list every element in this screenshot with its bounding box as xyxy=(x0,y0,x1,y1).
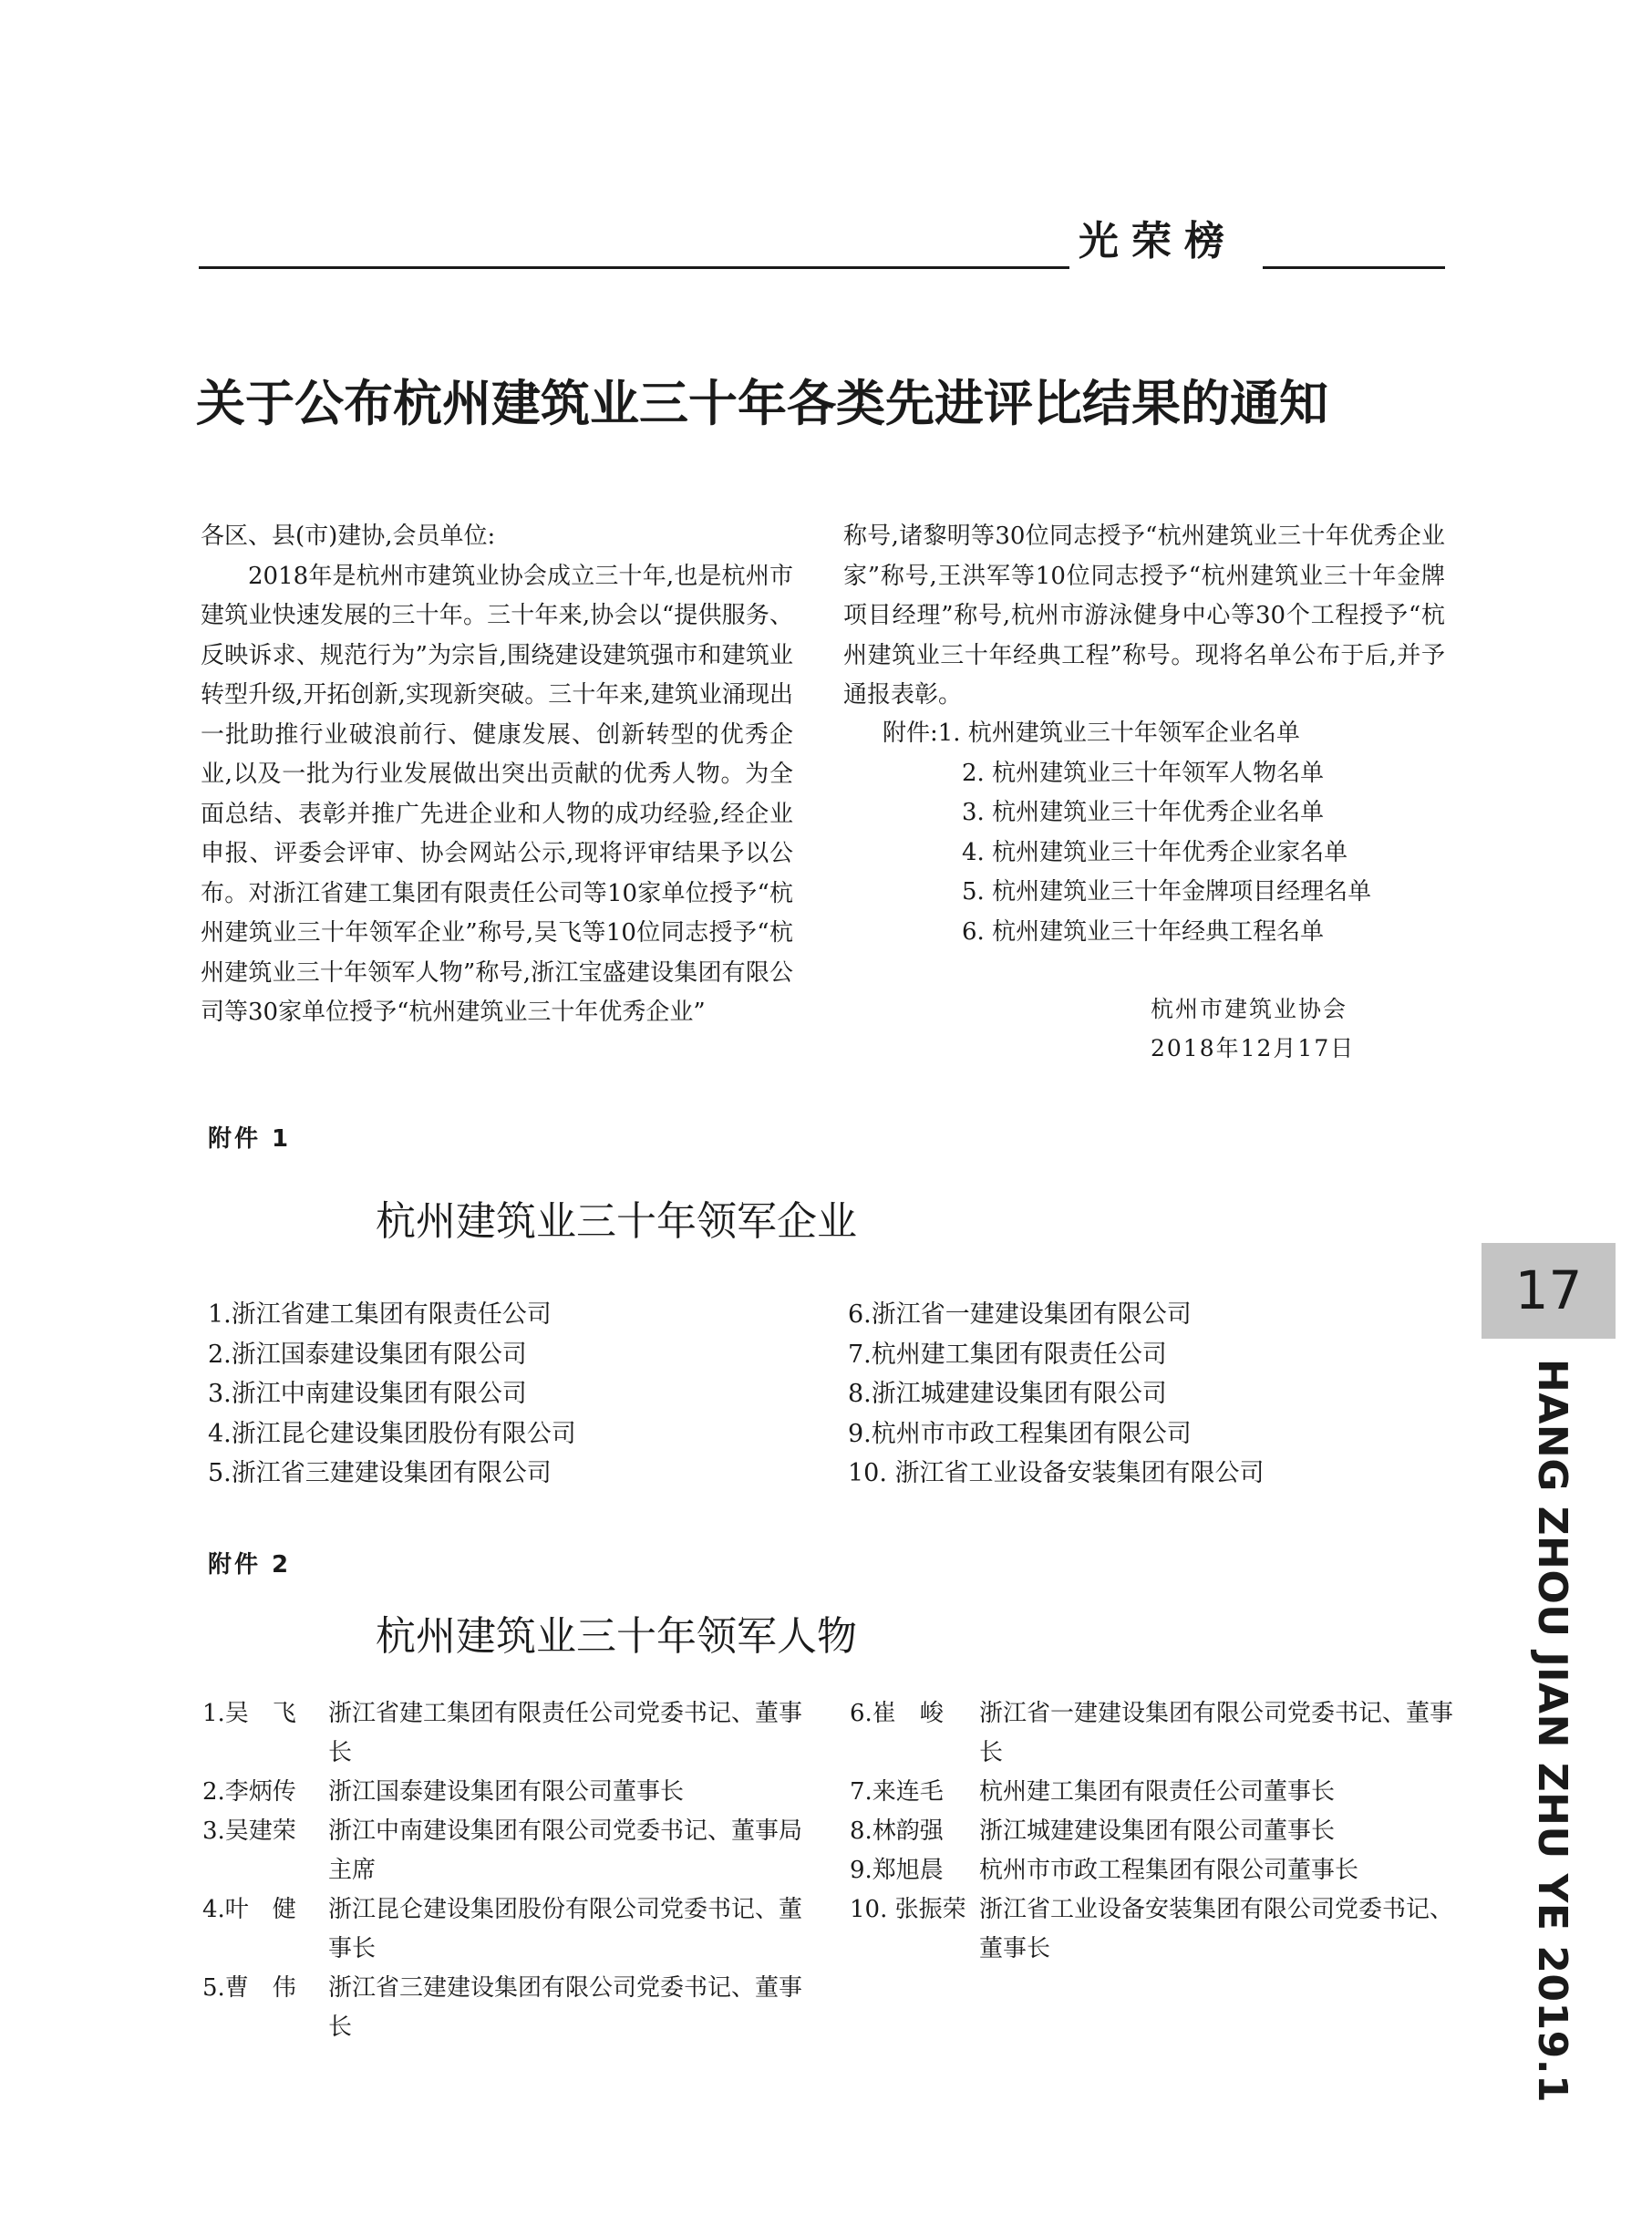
attachment-item: 3. 杭州建筑业三十年优秀企业名单 xyxy=(962,799,1325,826)
attachment-item: 2. 杭州建筑业三十年领军人物名单 xyxy=(962,759,1325,787)
appendix1-left-list xyxy=(208,1295,576,1494)
list-item: 3.浙江中南建设集团有限公司 xyxy=(208,1380,527,1408)
appendix1-label: 附件 1 xyxy=(208,1125,292,1153)
notice-left-column xyxy=(201,517,793,1033)
salutation: 各区、县(市)建协,会员单位: xyxy=(201,523,496,550)
appendix1-title: 杭州建筑业三十年领军企业 xyxy=(376,1198,857,1245)
header-rule-right xyxy=(1263,266,1445,269)
person-title: 浙江省三建建设集团有限公司党委书记、董事长 xyxy=(328,1974,803,2041)
list-item: 1.浙江省建工集团有限责任公司 xyxy=(208,1300,552,1329)
notice-body-right: 称号,诸黎明等30位同志授予“杭州建筑业三十年优秀企业家”称号,王洪军等10位同志授予“杭州建筑业三十年金牌项目经理”称号,杭州市游泳健身中心等30个工程授予“杭州建筑业三十年经典工程”称号。现将名单公布于后,并予通报表彰。 xyxy=(843,523,1445,709)
person-name: 10. 张振荣 xyxy=(850,1896,966,1923)
person-title: 浙江国泰建设集团有限公司董事长 xyxy=(328,1778,685,1806)
list-item: 4.浙江昆仑建设集团股份有限公司 xyxy=(208,1419,576,1448)
page-number: 17 xyxy=(1482,1243,1616,1339)
column-title: 光荣榜 xyxy=(1079,218,1237,264)
list-item: 10. 浙江省工业设备安装集团有限公司 xyxy=(848,1459,1265,1487)
attachment-item: 6. 杭州建筑业三十年经典工程名单 xyxy=(962,917,1325,946)
list-item: 5.浙江省三建建设集团有限公司 xyxy=(208,1459,552,1487)
person-title: 浙江省工业设备安装集团有限公司党委书记、董事长 xyxy=(979,1896,1454,1962)
signature-block xyxy=(1151,989,1355,1068)
header-rule-left xyxy=(199,266,1069,269)
notice-body-left: 2018年是杭州市建筑业协会成立三十年,也是杭州市建筑业快速发展的三十年。三十年来,协会以“提供服务、反映诉求、规范行为”为宗旨,围绕建设建筑强市和建筑业转型升级,开拓创新,实现新突破。三十年来,建筑业涌现出一批助推行业破浪前行、健康发展、创新转型的优秀企业,以及一批为行业发展做出突出贡献的优秀人物。为全面总结、表彰并推广先进企业和人物的成功经验,经企业申报、评委会评审、协会网站公示,现将评审结果予以公布。对浙江省建工集团有限责任公司等10家单位授予“杭州建筑业三十年领军企业”称号,吴飞等10位同志授予“杭州建筑业三十年领军人物”称号,浙江宝盛建设集团有限公司等30家单位授予“杭州建筑业三十年优秀企业” xyxy=(201,562,793,1026)
notice-right-column xyxy=(843,517,1445,716)
list-item: 9.杭州市市政工程集团有限公司 xyxy=(848,1419,1192,1448)
page-title: 关于公布杭州建筑业三十年各类先进评比结果的通知 xyxy=(196,374,1328,432)
person-name: 9.郑旭晨 xyxy=(850,1857,944,1884)
person-title: 浙江中南建设集团有限公司党委书记、董事局主席 xyxy=(328,1817,803,1884)
attachment-list xyxy=(883,714,1466,952)
list-item: 6.浙江省一建建设集团有限公司 xyxy=(848,1300,1192,1329)
sign-date: 2018年12月17日 xyxy=(1151,1035,1356,1061)
appendix2-label: 附件 2 xyxy=(208,1551,292,1579)
list-item: 8.浙江城建建设集团有限公司 xyxy=(848,1380,1167,1408)
person-title: 杭州建工集团有限责任公司董事长 xyxy=(979,1778,1336,1806)
person-title: 浙江城建建设集团有限公司董事长 xyxy=(979,1817,1336,1845)
person-name: 8.林韵强 xyxy=(850,1817,944,1845)
person-title: 浙江昆仑建设集团股份有限公司党委书记、董事长 xyxy=(328,1896,803,1962)
person-name: 6.崔 峻 xyxy=(850,1700,944,1727)
magazine-issue: HANG ZHOU JIAN ZHU YE 2019.1 xyxy=(1529,1359,1575,2104)
person-name: 1.吴 飞 xyxy=(202,1700,296,1727)
signer: 杭州市建筑业协会 xyxy=(1151,996,1348,1022)
attachment-item: 附件:1. 杭州建筑业三十年领军企业名单 xyxy=(883,720,1300,747)
person-name: 4.叶 健 xyxy=(202,1896,296,1923)
person-title: 杭州市市政工程集团有限公司董事长 xyxy=(979,1857,1359,1884)
person-name: 7.来连毛 xyxy=(850,1778,944,1806)
person-name: 2.李炳传 xyxy=(202,1778,296,1806)
attachment-item: 5. 杭州建筑业三十年金牌项目经理名单 xyxy=(962,878,1372,906)
attachment-item: 4. 杭州建筑业三十年优秀企业家名单 xyxy=(962,838,1348,866)
list-item: 2.浙江国泰建设集团有限公司 xyxy=(208,1340,527,1369)
appendix1-right-list xyxy=(848,1295,1265,1494)
person-title: 浙江省一建建设集团有限公司党委书记、董事长 xyxy=(979,1700,1454,1766)
appendix2-title: 杭州建筑业三十年领军人物 xyxy=(376,1613,857,1660)
person-title: 浙江省建工集团有限责任公司党委书记、董事长 xyxy=(328,1700,803,1766)
person-name: 5.曹 伟 xyxy=(202,1974,296,2002)
list-item: 7.杭州建工集团有限责任公司 xyxy=(848,1340,1167,1369)
person-name: 3.吴建荣 xyxy=(202,1817,296,1845)
